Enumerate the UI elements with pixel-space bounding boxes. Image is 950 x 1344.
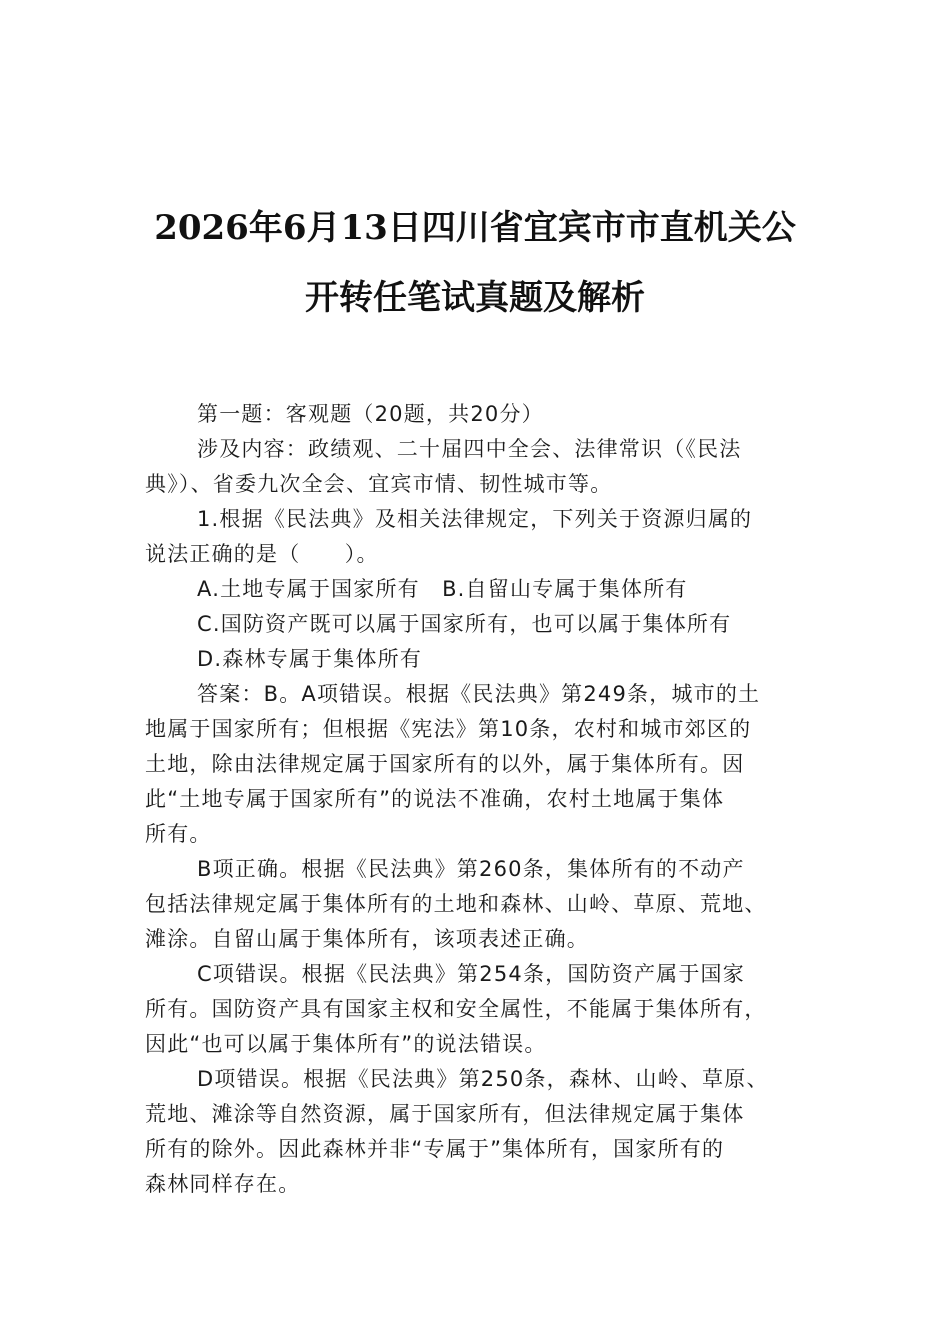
option-c: C.国防资产既可以属于国家所有，也可以属于集体所有 <box>197 612 732 636</box>
answer-line: 答案：B。A项错误。根据《民法典》第249条，城市的土 <box>197 682 761 706</box>
paragraph-line: 涉及内容：政绩观、二十届四中全会、法律常识（《民法 <box>197 437 742 461</box>
explanation-b-line: 包括法律规定属于集体所有的土地和森林、山岭、草原、荒地、 <box>145 892 767 916</box>
explanation-c-line: C项错误。根据《民法典》第254条，国防资产属于国家 <box>197 962 745 986</box>
answer-line: 土地，除由法律规定属于国家所有的以外，属于集体所有。因 <box>145 752 745 776</box>
paragraph-line: 典》）、省委九次全会、宜宾市情、韧性城市等。 <box>145 472 613 496</box>
section-heading: 第一题：客观题（20题，共20分） <box>197 402 544 426</box>
question-line: 1.根据《民法典》及相关法律规定，下列关于资源归属的 <box>197 507 753 531</box>
explanation-d-line: D项错误。根据《民法典》第250条，森林、山岭、草原、 <box>197 1067 769 1091</box>
answer-line: 地属于国家所有；但根据《宪法》第10条，农村和城市郊区的 <box>145 717 752 741</box>
option-a-b: A.土地专属于国家所有 B.自留山专属于集体所有 <box>197 577 688 601</box>
explanation-d-line: 森林同样存在。 <box>145 1172 301 1196</box>
document-title-line-1: 2026年6月13日四川省宜宾市市直机关公 <box>154 208 796 248</box>
answer-line: 所有。 <box>145 822 212 846</box>
option-d: D.森林专属于集体所有 <box>197 647 423 671</box>
explanation-b-line: 滩涂。自留山属于集体所有，该项表述正确。 <box>145 927 589 951</box>
document-body <box>145 397 810 1202</box>
explanation-d-line: 荒地、滩涂等自然资源，属于国家所有，但法律规定属于集体 <box>145 1102 745 1126</box>
explanation-b-line: B项正确。根据《民法典》第260条，集体所有的不动产 <box>197 857 745 881</box>
explanation-d-line: 所有的除外。因此森林并非“专属于”集体所有，国家所有的 <box>145 1137 725 1161</box>
answer-line: 此“土地专属于国家所有”的说法不准确，农村土地属于集体 <box>145 787 725 811</box>
document-title-line-2: 开转任笔试真题及解析 <box>305 278 645 318</box>
question-line: 说法正确的是（ ）。 <box>145 542 379 566</box>
explanation-c-line: 因此“也可以属于集体所有”的说法错误。 <box>145 1032 547 1056</box>
explanation-c-line: 所有。国防资产具有国家主权和安全属性，不能属于集体所有， <box>145 997 767 1021</box>
